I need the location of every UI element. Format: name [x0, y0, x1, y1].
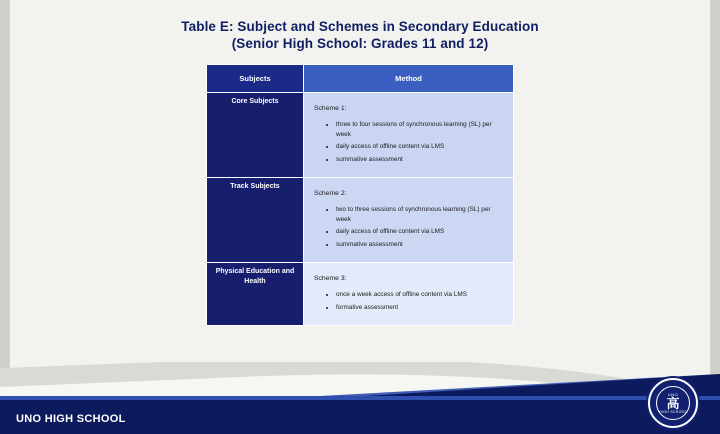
seal-bottom-text: HIGH SCHOOL	[659, 409, 687, 414]
school-seal-icon	[648, 378, 698, 428]
method-scheme-1	[304, 93, 514, 178]
list-item: • summative assessment	[336, 240, 503, 250]
seal-top-text: UNO	[667, 391, 679, 397]
list-item: • daily access of offline content via LMS	[336, 142, 503, 152]
school-name: UNO HIGH SCHOOL	[16, 413, 126, 425]
header-method: Method	[304, 65, 514, 93]
table-row	[207, 263, 514, 326]
title-line-2: (Senior High School: Grades 11 and 12)	[231, 36, 489, 51]
title-line-1: Table E: Subject and Schemes in Secondary Education	[181, 19, 539, 34]
scheme-3-bullets	[314, 290, 503, 312]
method-scheme-3	[304, 263, 514, 326]
table-header-row	[207, 65, 514, 93]
list-item: • formative assessment	[336, 303, 503, 313]
slide-footer	[0, 362, 720, 434]
list-item: • three to four sessions of synchronous learning (SL) per week	[336, 120, 503, 139]
subject-physical-education-and-health: Physical Education and Health	[207, 263, 304, 326]
school-seal-inner	[656, 386, 690, 420]
scheme-2-label: Scheme 2:	[314, 190, 347, 197]
schemes-table	[206, 64, 514, 326]
scheme-1-label: Scheme 1:	[314, 105, 347, 112]
slide-title	[0, 18, 720, 52]
schemes-table-container	[206, 64, 514, 326]
scheme-1-bullets	[314, 120, 503, 164]
list-item: • once a week access of offline content via LMS	[336, 290, 503, 300]
table-row	[207, 178, 514, 263]
subject-track-subjects: Track Subjects	[207, 178, 304, 263]
seal-mark-text: 高	[666, 395, 680, 411]
scheme-2-bullets	[314, 205, 503, 249]
scheme-3-label: Scheme 3:	[314, 275, 347, 282]
list-item: • daily access of offline content via LMS	[336, 227, 503, 237]
table-row	[207, 93, 514, 178]
list-item: • two to three sessions of synchronous learning (SL) per week	[336, 205, 503, 224]
header-subjects: Subjects	[207, 65, 304, 93]
list-item: • summative assessment	[336, 155, 503, 165]
subject-core-subjects: Core Subjects	[207, 93, 304, 178]
method-scheme-2	[304, 178, 514, 263]
